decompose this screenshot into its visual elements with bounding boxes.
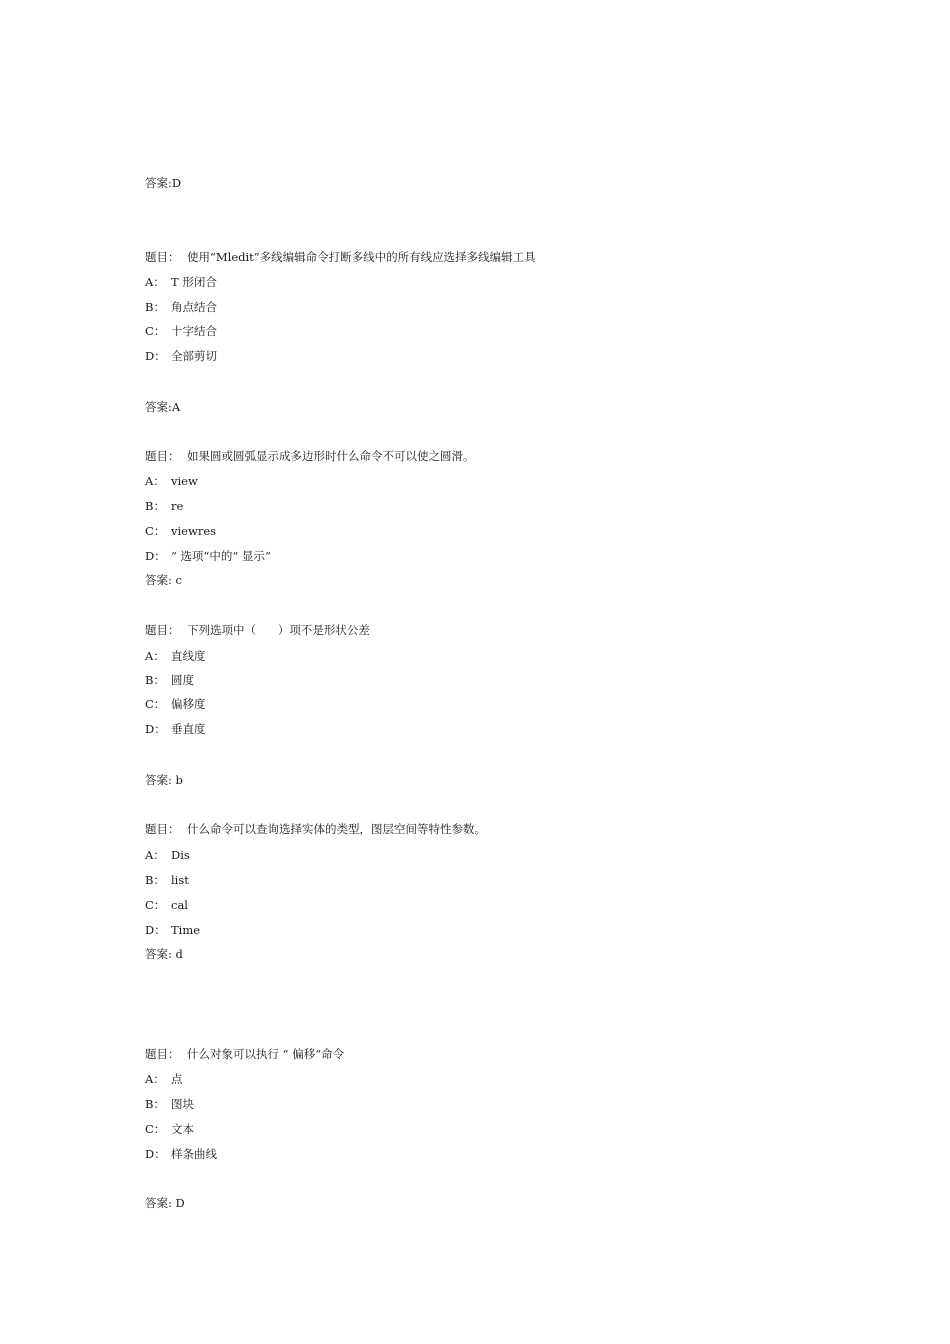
option-a	[145, 474, 198, 488]
option-d	[145, 923, 200, 937]
option-b	[145, 873, 189, 887]
answer-line: 答案: D	[145, 1196, 185, 1210]
option-text: 点	[171, 1072, 183, 1086]
option-text: 样条曲线	[171, 1147, 217, 1161]
option-letter: B：	[145, 499, 165, 513]
option-letter: C：	[145, 898, 166, 912]
option-text: 垂直度	[171, 722, 206, 736]
option-letter: C：	[145, 524, 166, 538]
option-letter: C：	[145, 1122, 166, 1136]
option-a	[145, 649, 206, 663]
question-label: 题目：	[145, 250, 180, 264]
option-text: Time	[171, 923, 201, 937]
option-letter: C：	[145, 697, 166, 711]
question-label: 题目：	[145, 1047, 180, 1061]
option-letter: D：	[145, 1147, 166, 1161]
option-text: 角点结合	[171, 300, 217, 314]
option-letter: D：	[145, 549, 166, 563]
option-a	[145, 275, 217, 289]
option-b	[145, 673, 194, 687]
option-text: 全部剪切	[171, 349, 217, 363]
option-letter: C：	[145, 324, 166, 338]
option-text: 十字结合	[171, 324, 217, 338]
answer-line: 答案:D	[145, 176, 182, 190]
question-text: 什么命令可以查询选择实体的类型，图层空间等特性参数。	[187, 822, 486, 836]
option-b	[145, 300, 217, 314]
option-text: Dis	[171, 848, 190, 862]
answer-line: 答案: d	[145, 947, 183, 961]
question-title	[145, 1047, 344, 1061]
option-d	[145, 1147, 217, 1161]
option-letter: D：	[145, 923, 166, 937]
option-a	[145, 1072, 183, 1086]
option-letter: D：	[145, 722, 166, 736]
question-text: 使用“Mledit”多线编辑命令打断多线中的所有线应选择多线编辑工具	[187, 250, 536, 264]
option-text: viewres	[171, 524, 217, 538]
question-title	[145, 623, 370, 637]
option-d	[145, 722, 206, 736]
option-text: cal	[171, 898, 188, 912]
option-text: 文本	[171, 1122, 194, 1136]
question-label: 题目：	[145, 822, 180, 836]
option-letter: B：	[145, 1097, 165, 1111]
option-text: “ 选项“中的“ 显示“	[171, 549, 271, 563]
option-letter: A：	[145, 1072, 165, 1086]
option-letter: A：	[145, 848, 165, 862]
answer-line: 答案:A	[145, 400, 181, 414]
option-text: 图块	[171, 1097, 194, 1111]
question-title	[145, 250, 536, 264]
option-text: re	[171, 499, 184, 513]
option-c	[145, 1122, 194, 1136]
option-letter: B：	[145, 300, 165, 314]
option-letter: A：	[145, 474, 165, 488]
question-label: 题目：	[145, 623, 180, 637]
option-text: view	[171, 474, 198, 488]
option-text: 圆度	[171, 673, 194, 687]
option-text: 直线度	[171, 649, 206, 663]
option-c	[145, 524, 216, 538]
answer-line: 答案: c	[145, 573, 182, 587]
option-c	[145, 898, 188, 912]
answer-line: 答案: b	[145, 773, 183, 787]
option-c	[145, 697, 206, 711]
question-label: 题目：	[145, 449, 180, 463]
option-text: list	[171, 873, 189, 887]
question-text: 什么对象可以执行 “ 偏移“命令	[187, 1047, 345, 1061]
option-text: T 形闭合	[171, 275, 217, 289]
option-text: 偏移度	[171, 697, 206, 711]
option-d	[145, 349, 217, 363]
option-letter: A：	[145, 275, 165, 289]
option-letter: D：	[145, 349, 166, 363]
option-b	[145, 499, 183, 513]
option-a	[145, 848, 190, 862]
option-b	[145, 1097, 194, 1111]
question-title	[145, 449, 475, 463]
option-letter: B：	[145, 673, 165, 687]
question-text: 如果圆或圆弧显示成多边形时什么命令不可以使之圆滑。	[187, 449, 475, 463]
option-c	[145, 324, 217, 338]
question-text: 下列选项中（ ）项不是形状公差	[187, 623, 370, 637]
option-d	[145, 549, 271, 563]
option-letter: B：	[145, 873, 165, 887]
question-title	[145, 822, 486, 836]
option-letter: A：	[145, 649, 165, 663]
